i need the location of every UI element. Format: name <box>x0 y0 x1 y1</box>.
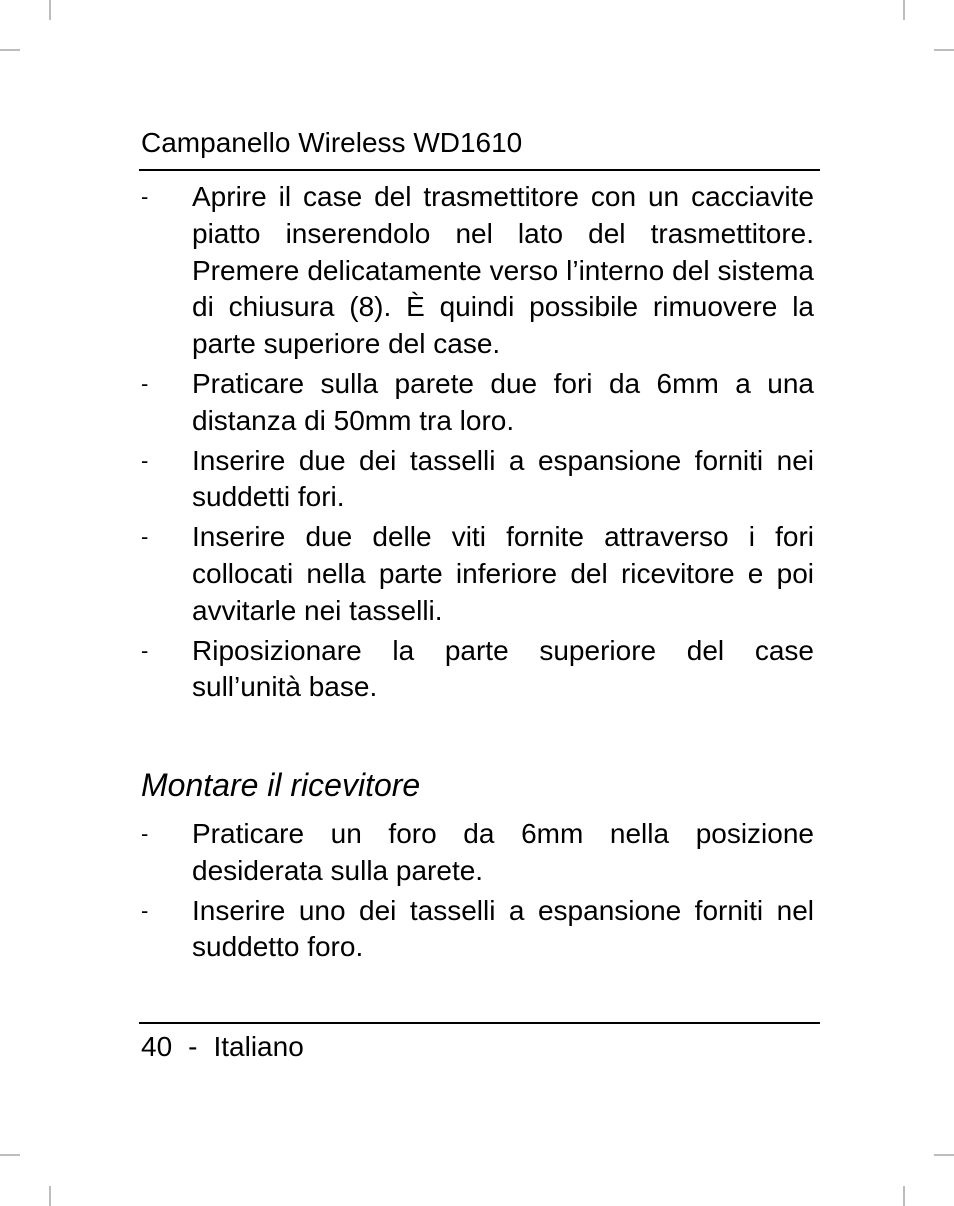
crop-mark-top-right <box>903 0 905 20</box>
list-item-text: Inserire uno dei tasselli a espansione forniti nel suddetto foro. <box>192 894 814 963</box>
list-bullet: - <box>141 637 149 663</box>
footer-separator: - <box>188 1031 198 1062</box>
receiver-steps-list <box>141 816 814 969</box>
list-item <box>141 366 814 440</box>
crop-mark-top-right <box>934 49 954 51</box>
list-item-text: Inserire due dei tasselli a espansione forniti nei suddetti fori. <box>192 444 814 513</box>
footer <box>141 1030 304 1064</box>
crop-mark-bottom-left <box>0 1154 20 1156</box>
page-number: 40 <box>141 1031 173 1062</box>
footer-rule <box>139 1022 820 1024</box>
crop-mark-top-left <box>49 0 51 20</box>
list-item-text: Praticare sulla parete due fori da 6mm a una distanza di 50mm tra loro. <box>192 367 814 436</box>
list-bullet: - <box>141 897 149 923</box>
crop-mark-bottom-right <box>903 1186 905 1206</box>
footer-language: Italiano <box>213 1031 304 1062</box>
transmitter-steps-list <box>141 179 814 709</box>
list-bullet: - <box>141 370 149 396</box>
list-item-text: Praticare un foro da 6mm nella posizione desiderata sulla parete. <box>192 818 814 886</box>
list-bullet: - <box>141 821 149 846</box>
list-item <box>141 633 814 707</box>
header-rule <box>139 169 820 171</box>
section-heading: Montare il ricevitore <box>141 767 421 803</box>
list-bullet: - <box>141 184 149 209</box>
list-item-text: Riposizionare la parte superiore del case sull’unità base. <box>192 634 814 703</box>
list-item-text: Aprire il case del trasmettitore con un cacciavite piatto inserendolo nel lato del trasmettitore. Premere delicatamente verso l’interno del sistema di chiusura (8). È quindi possibile rimuovere la parte superiore del case. <box>192 181 814 360</box>
list-item <box>141 443 814 517</box>
list-item <box>141 519 814 629</box>
crop-mark-bottom-left <box>49 1186 51 1206</box>
list-item <box>141 816 814 890</box>
list-bullet: - <box>141 447 149 473</box>
list-item <box>141 179 814 363</box>
header-title: Campanello Wireless WD1610 <box>141 127 523 158</box>
crop-mark-bottom-right <box>934 1154 954 1156</box>
list-item-text: Inserire due delle viti fornite attraverso i fori collocati nella parte inferiore del ricevitore e poi avvitarle nei tasselli. <box>192 521 814 626</box>
list-bullet: - <box>141 524 149 550</box>
list-item <box>141 893 814 967</box>
crop-mark-top-left <box>0 49 20 51</box>
